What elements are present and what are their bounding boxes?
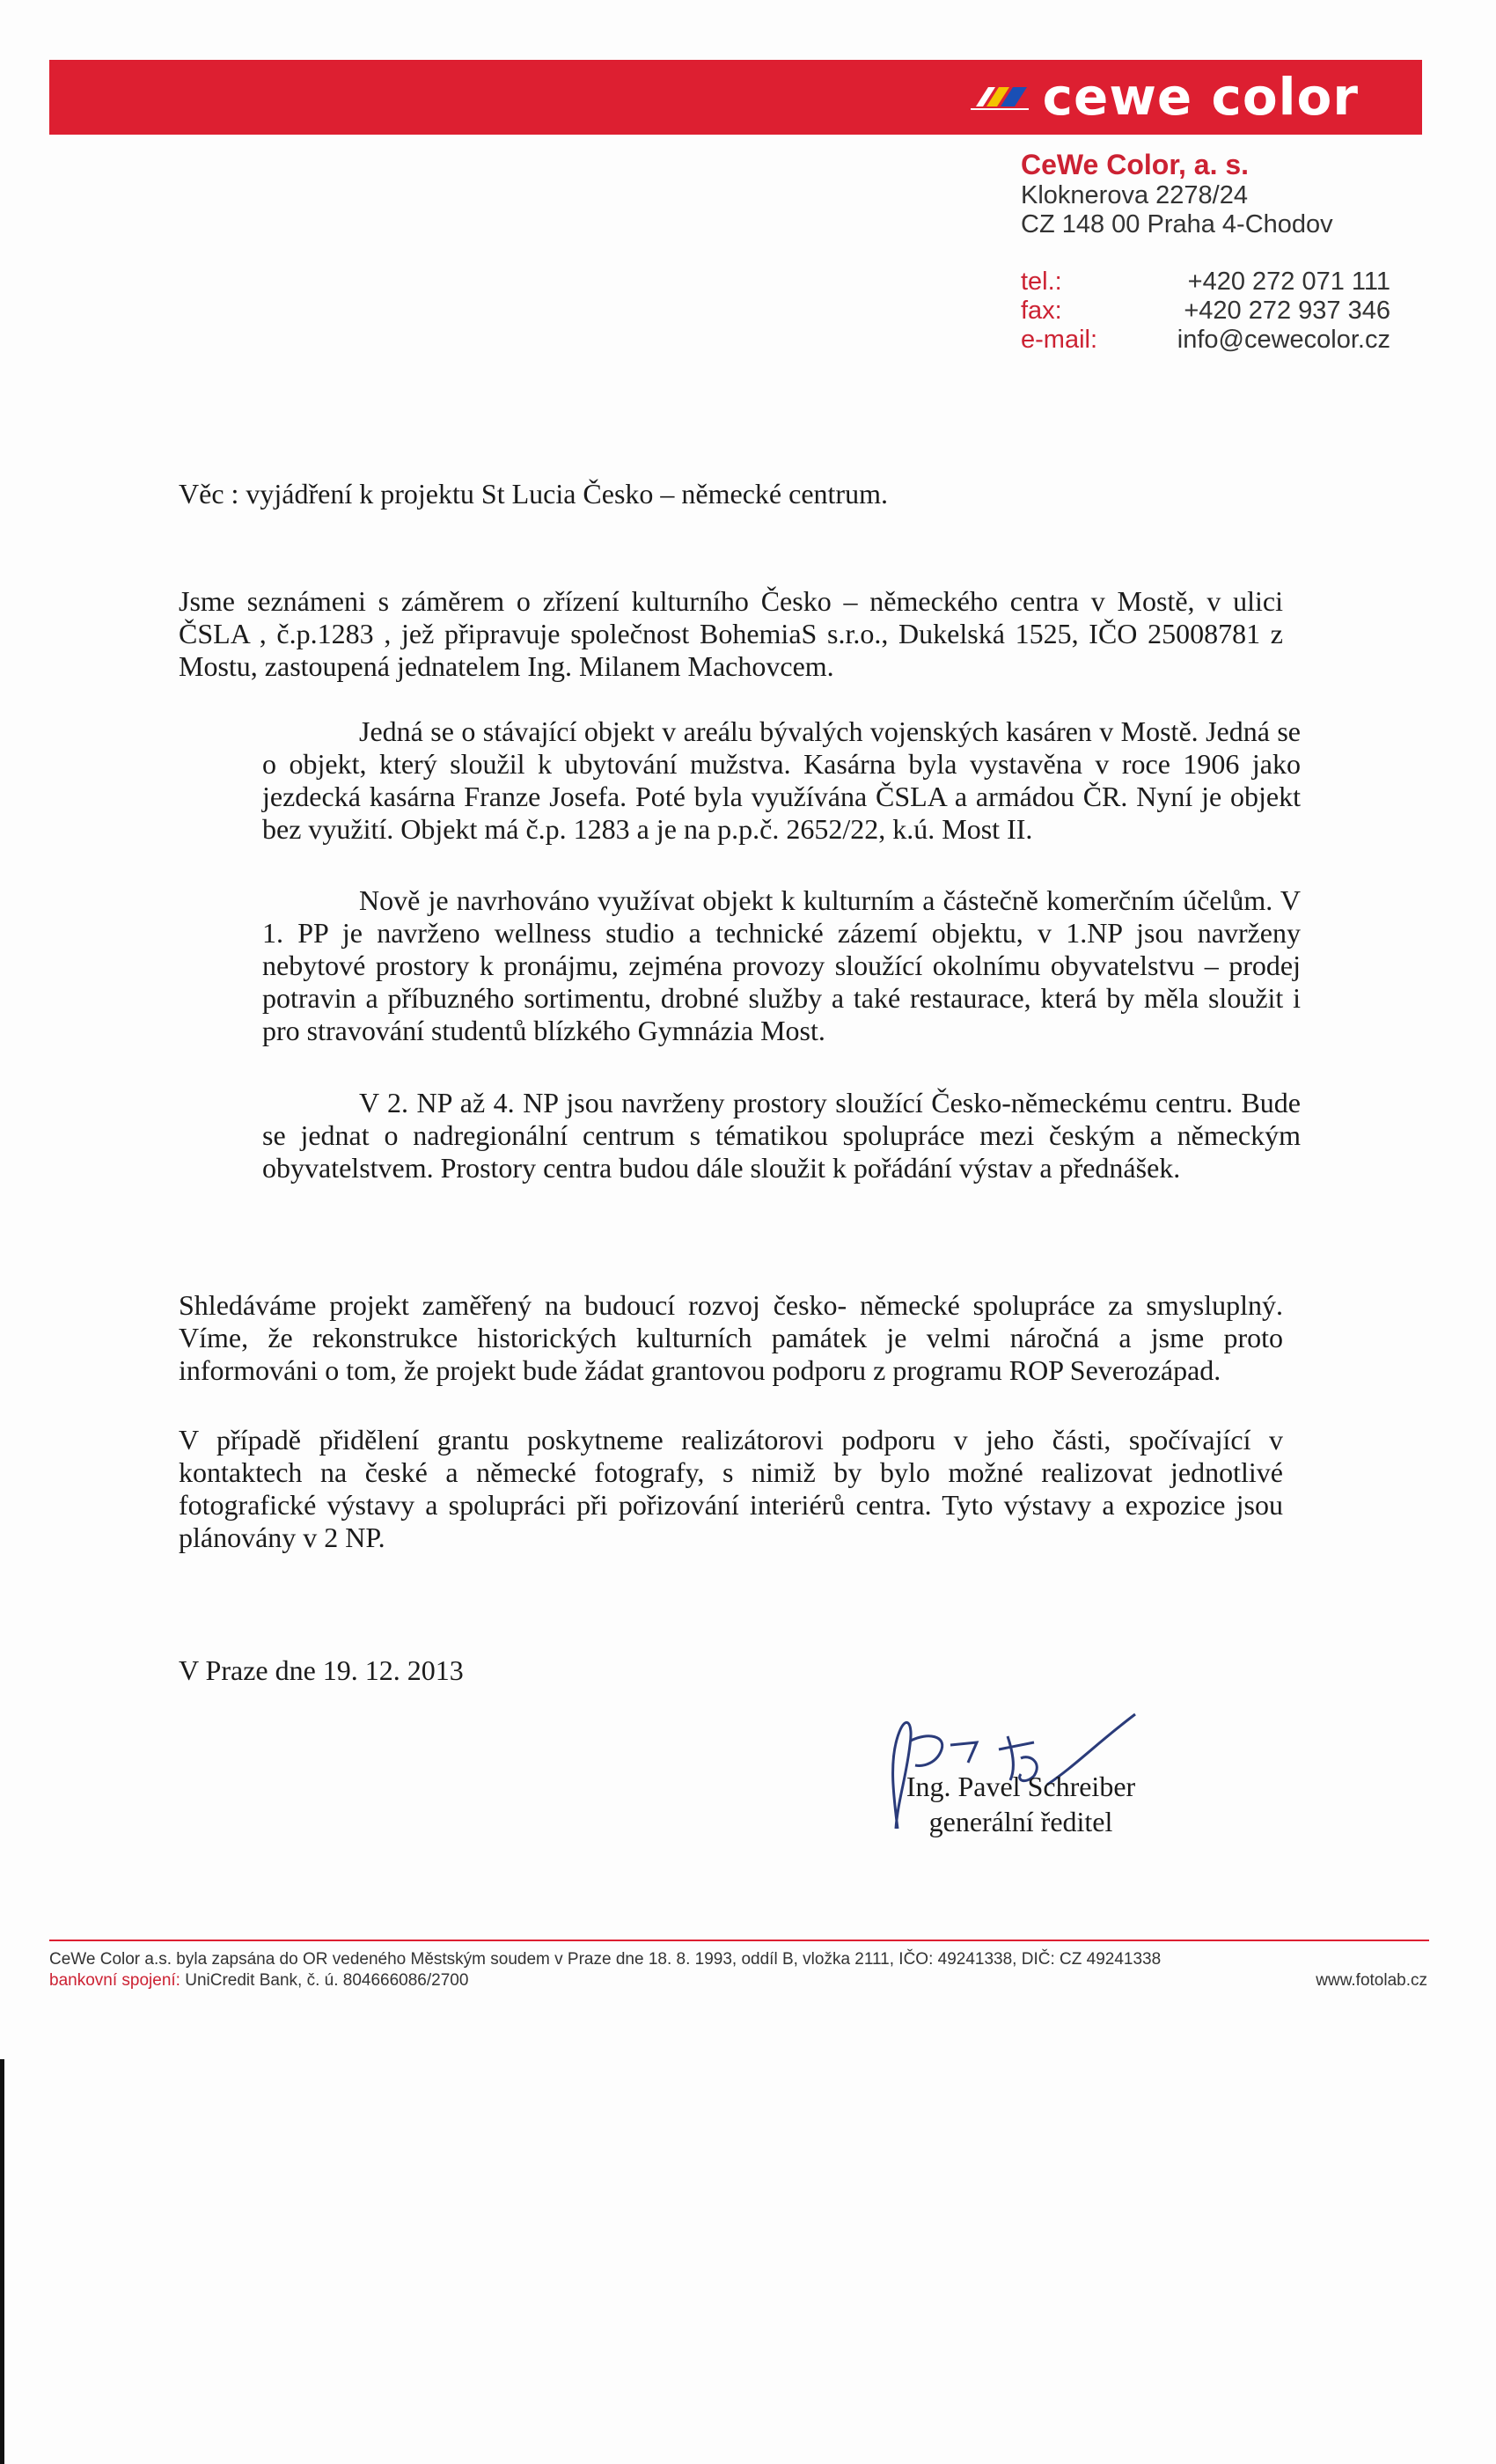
brand-logo [969,65,1359,128]
contact-value: +420 272 071 111 [1187,268,1390,296]
contact-label: e-mail: [1021,326,1098,354]
signature-block [876,1769,1166,1839]
signatory-title: generální ředitel [928,1806,1113,1837]
footer-website: www.fotolab.cz [1316,1971,1427,1990]
cewe-logo-icon [969,84,1030,110]
footer-registration: CeWe Color a.s. byla zapsána do OR vedeného Městským soudem v Praze dne 18. 8. 1993, oddíl B, vložka 2111, IČO: 49241338, DIČ: CZ 49241338 [49,1950,1162,1969]
company-contact-block [1021,148,1390,355]
date-line: V Praze dne 19. 12. 2013 [179,1654,464,1686]
company-name: CeWe Color, a. s. [1021,149,1250,180]
address-line-2: CZ 148 00 Praha 4-Chodov [1021,210,1333,238]
paragraph-intro: Jsme seznámeni s záměrem o zřízení kulturního Česko – německého centra v Mostě, v ulici ČSLA , č.p.1283 , jež připravuje společnost BohemiaS s.r.o., Dukelská 1525, IČO 25008781 z Mostu, zastoupená jednatelem Ing. Milanem Machovcem. [179,585,1283,682]
contact-label: fax: [1021,297,1062,325]
contact-value: info@cewecolor.cz [1177,326,1390,354]
paragraph-usage: Nově je navrhováno využívat objekt k kulturním a částečně komerčním účelům. V 1. PP je navrženo wellness studio a technické zázemí objektu, v 1.NP jsou navrženy nebytové prostory k pronájmu, zejména provozy sloužící okolnímu obyvatelstvu – prodej potravin a příbuzného sortimentu, drobné služby a také restaurace, která by měla sloužit i pro stravování studentů blízkého Gymnázia Most. [262,884,1301,1046]
contact-row-fax [1021,297,1390,326]
contact-row-email [1021,326,1390,355]
signatory-name: Ing. Pavel Schreiber [906,1771,1136,1802]
footer-bank-row [49,1970,1427,1991]
footer-bank [49,1970,468,1991]
paragraph-object: Jedná se o stávající objekt v areálu bývalých vojenských kasáren v Mostě. Jedná se o objekt, který sloužil k ubytování mužstva. Kasárna byla vystavěna v roce 1906 jako jezdecká kasárna Franze Josefa. Poté byla využívána ČSLA a armádou ČR. Nyní je objekt bez využití. Objekt má č.p. 1283 a je na p.p.č. 2652/22, k.ú. Most II. [262,715,1301,845]
contact-row-tel [1021,268,1390,297]
contact-value: +420 272 937 346 [1184,297,1390,325]
paragraph-support: V případě přidělení grantu poskytneme realizátorovi podporu v jeho části, spočívající v kontaktech na české a německé fotografy, s nimiž by bylo možné realizovat jednotlivé fotografické výstavy a spolupráci při pořizování interiérů centra. Tyto výstavy a expozice jsou plánovány v 2 NP. [179,1424,1283,1553]
contact-label: tel.: [1021,268,1062,296]
paragraph-centre: V 2. NP až 4. NP jsou navrženy prostory sloužící Česko-německému centru. Bude se jednat o nadregionální centrum s tématikou spolupráce mezi českým a německým obyvatelstvem. Prostory centra budou dále sloužit k pořádání výstav a přednášek. [262,1087,1301,1184]
brand-name: cewe color [1042,67,1359,127]
scan-edge-shadow [0,2059,4,2464]
footer-divider [49,1940,1429,1941]
address-line-1: Kloknerova 2278/24 [1021,181,1248,209]
footer [49,1949,1427,1991]
footer-bank-label: bankovní spojení: [49,1971,180,1990]
letter-subject: Věc : vyjádření k projektu St Lucia Česko – německé centrum. [179,478,888,510]
footer-bank-value: UniCredit Bank, č. ú. 804666086/2700 [185,1971,469,1990]
paragraph-assessment: Shledáváme projekt zaměřený na budoucí rozvoj česko- německé spolupráce za smysluplný. Víme, že rekonstrukce historických kulturních památek je velmi náročná a jsme proto informováni o tom, že projekt bude žádat grantovou podporu z programu ROP Severozápad. [179,1289,1283,1386]
header-banner [49,60,1422,135]
